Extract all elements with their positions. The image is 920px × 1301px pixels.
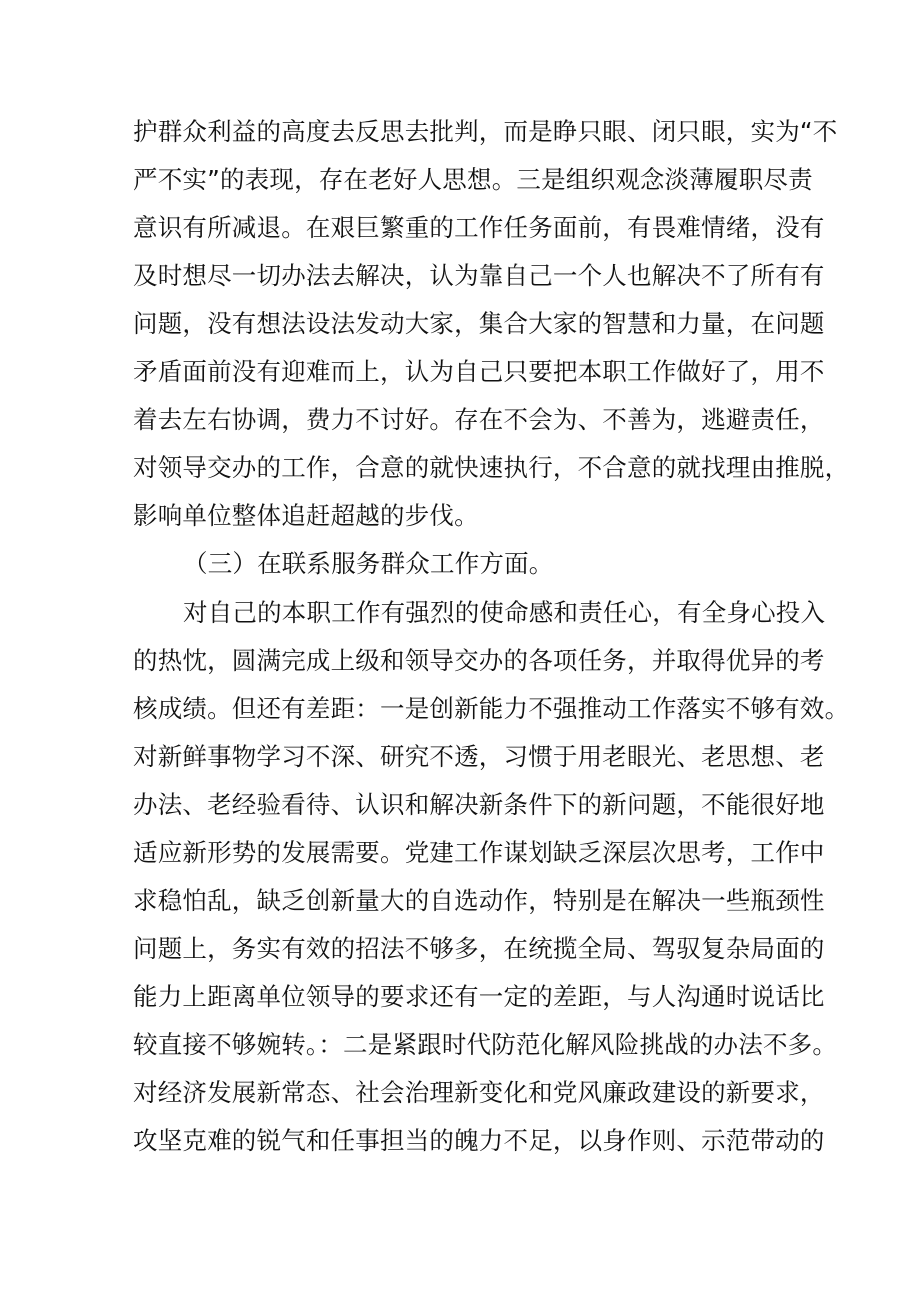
text-line: 严不实”的表现，存在老好人思想。三是组织观念淡薄履职尽责 (133, 165, 813, 194)
text-line: 着去左右协调，费力不讨好。存在不会为、不善为，逃避责任， (133, 405, 825, 434)
text-line: 的热忱，圆满完成上级和领导交办的各项任务，并取得优异的考 (133, 646, 825, 675)
text-line: 对新鲜事物学习不深、研究不透，习惯于用老眼光、老思想、老 (133, 742, 825, 771)
text-line: 护群众利益的高度去反思去批判，而是睁只眼、闭只眼，实为“不 (133, 117, 838, 146)
paragraph-first-line: 对自己的本职工作有强烈的使命感和责任心，有全身心投入 (183, 598, 826, 627)
text-line: 矛盾面前没有迎难而上，认为自己只要把本职工作做好了，用不 (133, 357, 825, 386)
text-line: 能力上距离单位领导的要求还有一定的差距，与人沟通时说话比 (133, 982, 825, 1011)
text-line: 对经济发展新常态、社会治理新变化和党风廉政建设的新要求， (133, 1078, 825, 1107)
text-line: 影响单位整体追赶超越的步伐。 (133, 501, 479, 530)
text-line: 核成绩。但还有差距：一是创新能力不强推动工作落实不够有效。 (133, 694, 850, 723)
text-line: 攻坚克难的锐气和任事担当的魄力不足，以身作则、示范带动的 (133, 1126, 825, 1155)
text-line: 问题，没有想法设法发动大家，集合大家的智慧和力量，在问题 (133, 309, 825, 338)
text-line: 较直接不够婉转。：二是紧跟时代防范化解风险挑战的办法不多。 (133, 1030, 838, 1059)
text-line: 适应新形势的发展需要。党建工作谋划缺乏深层次思考，工作中 (133, 838, 825, 867)
text-line: 对领导交办的工作，合意的就快速执行，不合意的就找理由推脱， (133, 453, 850, 482)
text-line: 办法、老经验看待、认识和解决新条件下的新问题，不能很好地 (133, 790, 825, 819)
text-line: 及时想尽一切办法去解决，认为靠自己一个人也解决不了所有有 (133, 261, 825, 290)
section-heading: （三）在联系服务群众工作方面。 (183, 549, 554, 578)
text-line: 意识有所减退。在艰巨繁重的工作任务面前，有畏难情绪，没有 (133, 213, 825, 242)
text-line: 求稳怕乱，缺乏创新量大的自选动作，特别是在解决一些瓶颈性 (133, 886, 825, 915)
text-line: 问题上，务实有效的招法不够多，在统揽全局、驾驭复杂局面的 (133, 934, 825, 963)
